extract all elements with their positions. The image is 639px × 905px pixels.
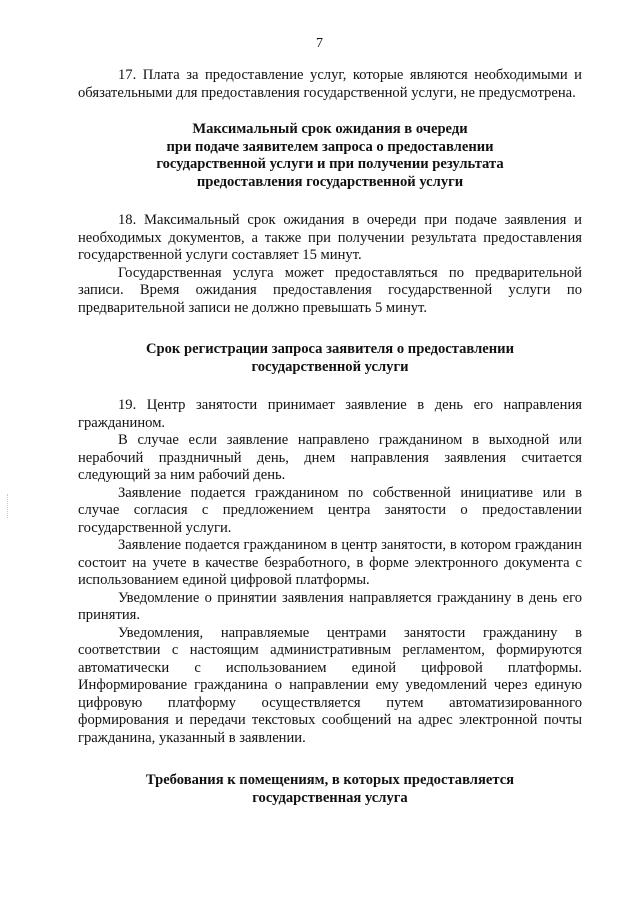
document-body (78, 67, 582, 807)
page-number: 7 (316, 36, 323, 51)
heading-line: Требования к помещениям, в которых предоставляется (145, 772, 515, 788)
heading-line: при подаче заявителем запроса о предоставлении (166, 138, 494, 155)
heading-line: государственной услуги и при получении результата (156, 156, 504, 172)
heading-line: Максимальный срок ожидания в очереди (192, 121, 468, 137)
paragraph-19-initiative: Заявление подается гражданином по собственной инициативе или в случае согласия с предложением центра занятости о предоставлении государственной услуги. (78, 484, 582, 536)
paragraph-19-notification: Уведомление о принятии заявления направляется гражданину в день его принятия. (78, 589, 582, 623)
paragraph-19-holiday: В случае если заявление направлено гражданином в выходной или нерабочий праздничный день, днем направления заявления считается следующий за ним рабочий день. (78, 432, 582, 483)
margin-mark (7, 494, 9, 518)
heading-line: государственная услуга (252, 789, 408, 806)
paragraph-18-appointment: Государственная услуга может предоставляться по предварительной записи. Время ожидания предоставления государственной услуги по предварительной записи не должно превышать 5 минут. (78, 264, 582, 316)
paragraph-17: 17. Плата за предоставление услуг, которые являются необходимыми и обязательными для предоставления государственной услуги, не предусмотрена. (78, 67, 582, 101)
paragraph-18: 18. Максимальный срок ожидания в очереди при подаче заявления и необходимых документов, а также при получении результата предоставления государственной услуги составляет 15 минут. (78, 212, 582, 263)
heading-line: Срок регистрации запроса заявителя о предоставлении (145, 341, 514, 357)
heading-max-wait-time (78, 121, 582, 191)
heading-line: предоставления государственной услуги (196, 173, 464, 190)
heading-premises-requirements (78, 772, 582, 807)
heading-registration-term (78, 341, 582, 376)
paragraph-19: 19. Центр занятости принимает заявление в день его направления гражданином. (78, 397, 582, 431)
paragraph-19-submission: Заявление подается гражданином в центр занятости, в котором гражданин состоит на учете в качестве безработного, в форме электронного документа с использованием единой цифровой платформы. (78, 537, 582, 588)
paragraph-19-notifications-platform: Уведомления, направляемые центрами занятости гражданину в соответствии с настоящим административным регламентом, формируются автоматически с использованием единой цифровой платформы. Информирование гражданина о направлении ему уведомлений через единую цифровую платформу осуществляется путем автоматизированного формирования и передачи текстовых сообщений на адрес электронной почты гражданина, указанный в заявлении. (78, 624, 582, 746)
heading-line: государственной услуги (251, 358, 409, 375)
